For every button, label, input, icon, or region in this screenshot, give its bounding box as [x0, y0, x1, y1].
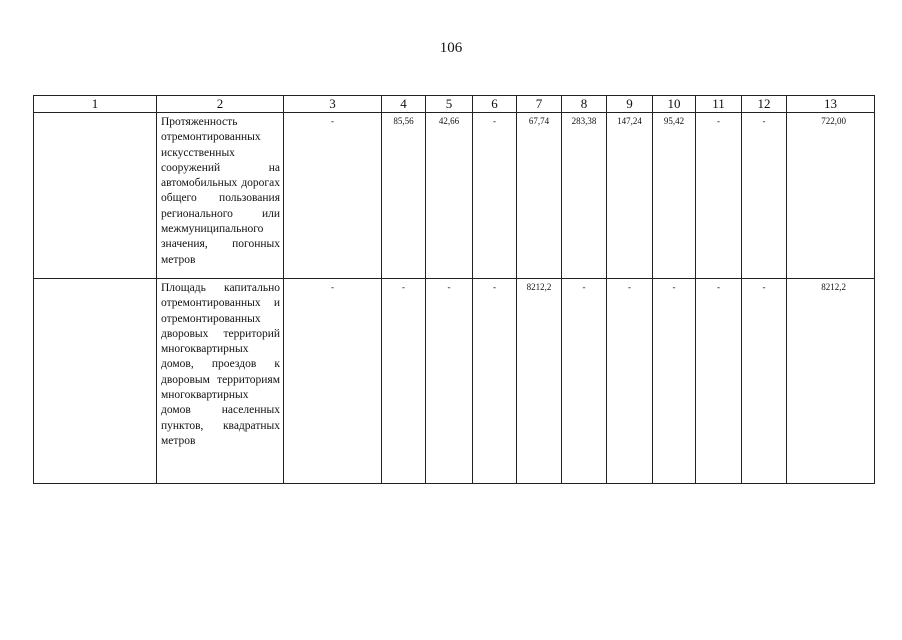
row-number-cell	[34, 279, 157, 484]
value-cell: 42,66	[426, 113, 473, 279]
column-header: 12	[742, 96, 787, 113]
value-cell: -	[284, 113, 382, 279]
column-header: 10	[653, 96, 696, 113]
table-row	[34, 113, 875, 279]
column-header: 9	[607, 96, 653, 113]
table-row	[34, 279, 875, 484]
value-cell: 283,38	[562, 113, 607, 279]
column-header: 3	[284, 96, 382, 113]
column-header: 13	[787, 96, 875, 113]
value-cell: 8212,2	[517, 279, 562, 484]
row-description: Площадь капитально отремонтированных и отремонтированных дворовых территорий многоквартирных домов, проездов к дворовым территориям многоквартирных домов населенных пунктов, квадратных метров	[157, 279, 284, 484]
data-table	[33, 95, 875, 484]
value-cell: -	[742, 279, 787, 484]
header-row	[34, 96, 875, 113]
value-cell: 85,56	[382, 113, 426, 279]
column-header: 6	[473, 96, 517, 113]
value-cell: -	[696, 113, 742, 279]
row-number-cell	[34, 113, 157, 279]
total-cell: 8212,2	[787, 279, 875, 484]
value-cell: -	[426, 279, 473, 484]
column-header: 11	[696, 96, 742, 113]
column-header: 2	[157, 96, 284, 113]
value-cell: -	[382, 279, 426, 484]
value-cell: 95,42	[653, 113, 696, 279]
value-cell: -	[607, 279, 653, 484]
value-cell: 147,24	[607, 113, 653, 279]
column-header: 4	[382, 96, 426, 113]
column-header: 7	[517, 96, 562, 113]
page-number: 106	[439, 40, 463, 56]
value-cell: -	[473, 279, 517, 484]
value-cell: -	[562, 279, 607, 484]
value-cell: -	[284, 279, 382, 484]
column-header: 5	[426, 96, 473, 113]
total-cell: 722,00	[787, 113, 875, 279]
column-header: 8	[562, 96, 607, 113]
value-cell: 67,74	[517, 113, 562, 279]
value-cell: -	[473, 113, 517, 279]
value-cell: -	[653, 279, 696, 484]
row-description: Протяженность отремонтированных искусственных сооружений на автомобильных дорогах общего пользования регионального или межмуниципального значения, погонных метров	[157, 113, 284, 279]
value-cell: -	[742, 113, 787, 279]
value-cell: -	[696, 279, 742, 484]
column-header: 1	[34, 96, 157, 113]
